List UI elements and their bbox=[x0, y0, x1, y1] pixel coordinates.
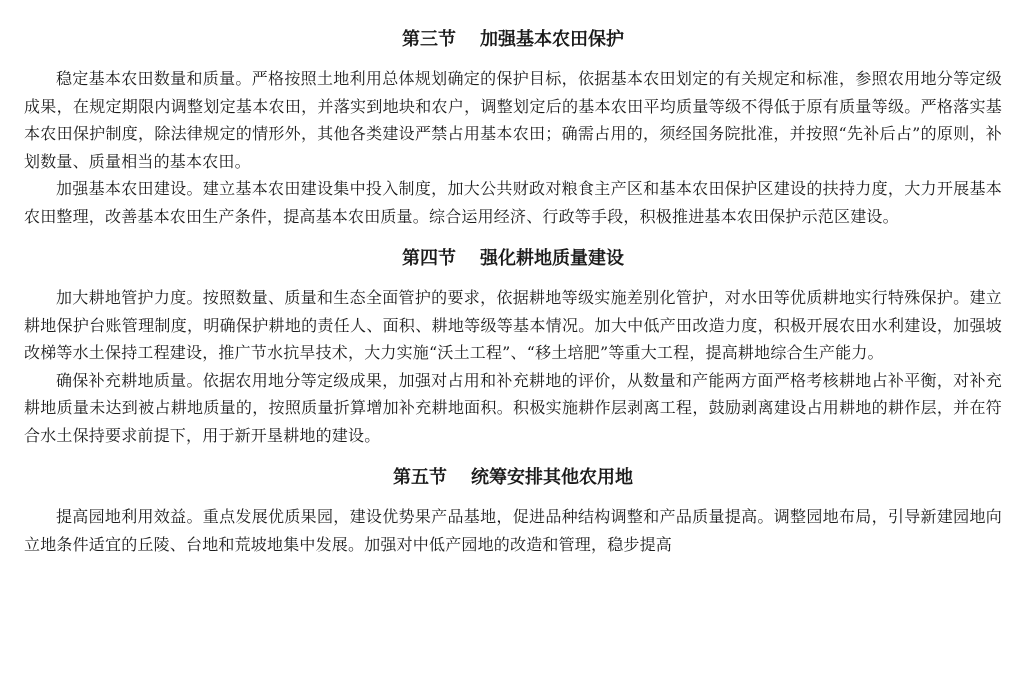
paragraph: 加强基本农田建设。建立基本农田建设集中投入制度，加大公共财政对粮食主产区和基本农田保护区建设的扶持力度，大力开展基本农田整理，改善基本农田生产条件，提高基本农田质量。综合运用经济、行政等手段，积极推进基本农田保护示范区建设。 bbox=[24, 179, 1002, 226]
section-title: 强化耕地质量建设 bbox=[480, 248, 624, 269]
section-title: 统筹安排其他农用地 bbox=[471, 467, 633, 488]
section-number: 第三节 bbox=[402, 29, 456, 50]
section-heading-3 bbox=[24, 28, 1002, 52]
section-number: 第五节 bbox=[393, 467, 447, 488]
section-heading-5 bbox=[24, 466, 1002, 490]
section-title: 加强基本农田保护 bbox=[480, 29, 624, 50]
paragraph: 确保补充耕地质量。依据农用地分等定级成果，加强对占用和补充耕地的评价，从数量和产能两方面严格考核耕地占补平衡，对补充耕地质量未达到被占耕地质量的，按照质量折算增加补充耕地面积。积极实施耕作层剥离工程，鼓励剥离建设占用耕地的耕作层，并在符合水土保持要求前提下，用于新开垦耕地的建设。 bbox=[24, 370, 1002, 445]
document-page bbox=[24, 28, 1002, 558]
section-heading-4 bbox=[24, 247, 1002, 271]
paragraph: 提高园地利用效益。重点发展优质果园，建设优势果产品基地，促进品种结构调整和产品质量提高。调整园地布局，引导新建园地向立地条件适宜的丘陵、台地和荒坡地集中发展。加强对中低产园地的改造和管理，稳步提高 bbox=[24, 507, 1002, 554]
section-number: 第四节 bbox=[402, 248, 456, 269]
paragraph: 加大耕地管护力度。按照数量、质量和生态全面管护的要求，依据耕地等级实施差别化管护，对水田等优质耕地实行特殊保护。建立耕地保护台账管理制度，明确保护耕地的责任人、面积、耕地等级等基本情况。加大中低产田改造力度，积极开展农田水利建设，加强坡改梯等水土保持工程建设，推广节水抗旱技术，大力实施“沃土工程”、“移土培肥”等重大工程，提高耕地综合生产能力。 bbox=[24, 288, 1002, 362]
paragraph: 稳定基本农田数量和质量。严格按照土地利用总体规划确定的保护目标，依据基本农田划定的有关规定和标准，参照农用地分等定级成果，在规定期限内调整划定基本农田，并落实到地块和农户，调整划定后的基本农田平均质量等级不得低于原有质量等级。严格落实基本农田保护制度，除法律规定的情形外，其他各类建设严禁占用基本农田；确需占用的，须经国务院批准，并按照“先补后占”的原则，补划数量、质量相当的基本农田。 bbox=[24, 69, 1002, 171]
